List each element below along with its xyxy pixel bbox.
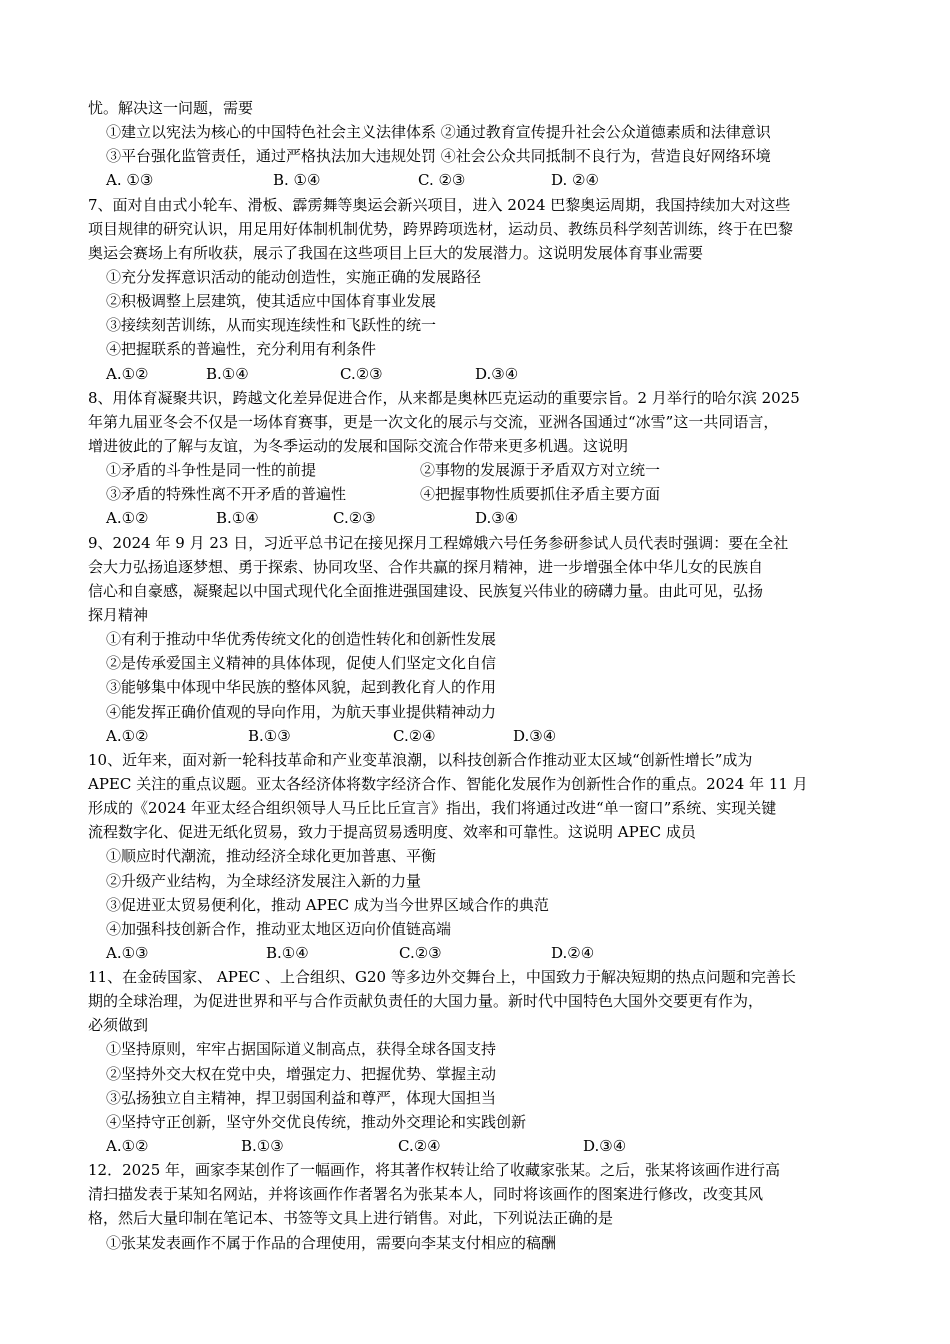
- question-stem-line: 探月精神: [88, 605, 149, 624]
- question-stem-line: 增进彼此的了解与友谊，为冬季运动的发展和国际交流合作带来更多机遇。这说明: [88, 436, 629, 455]
- choice-a[interactable]: A.①②: [106, 509, 149, 528]
- choice-c[interactable]: C. ②③: [418, 171, 466, 190]
- question-stem-line: 忧。解决这一问题，需要: [88, 99, 254, 117]
- question-10: [88, 748, 873, 965]
- option-pair-line: [88, 482, 873, 506]
- option-line: ③弘扬独立自主精神，捍卫弱国利益和尊严，体现大国担当: [106, 1088, 497, 1107]
- question-stem-line: 会大力弘扬追逐梦想、勇于探索、协同攻坚、合作共赢的探月精神，进一步增强全体中华儿女的民族自: [88, 557, 764, 576]
- answer-choices: [88, 1134, 873, 1158]
- option-line: ③促进亚太贸易便利化，推动 APEC 成为当今世界区域合作的典范: [106, 895, 549, 914]
- option-line: ①有利于推动中华优秀传统文化的创造性转化和创新性发展: [106, 630, 497, 649]
- option-line: ②升级产业结构，为全球经济发展注入新的力量: [106, 871, 422, 890]
- option-line: ①张某发表画作不属于作品的合理使用，需要向李某支付相应的稿酬: [106, 1233, 557, 1252]
- choice-c[interactable]: C.②③: [333, 509, 376, 528]
- option-pair-line: [88, 458, 873, 482]
- question-stem-line: 清扫描发表于某知名网站，并将该画作作者署名为张某本人，同时将该画作的图案进行修改，改变其风: [88, 1185, 764, 1204]
- choice-b[interactable]: B.①③: [241, 1137, 284, 1156]
- choice-a[interactable]: A.①②: [106, 726, 149, 745]
- choice-d[interactable]: D.③④: [475, 364, 519, 383]
- question-stem-line: 8、用体育凝聚共识，跨越文化差异促进合作，从来都是奥林匹克运动的重要宗旨。2 月举行的哈尔滨 2025: [88, 388, 800, 407]
- choice-c[interactable]: C.②③: [399, 943, 442, 962]
- choice-d[interactable]: D.②④: [551, 943, 595, 962]
- choice-d[interactable]: D.③④: [583, 1137, 627, 1156]
- question-stem-line: 9、2024 年 9 月 23 日，习近平总书记在接见探月工程嫦娥六号任务参研参试人员代表时强调：要在全社: [88, 533, 789, 552]
- option-line: ②积极调整上层建筑，使其适应中国体育事业发展: [106, 292, 437, 311]
- choice-a[interactable]: A.①②: [106, 1137, 149, 1156]
- option-line: ④加强科技创新合作，推动亚太地区迈向价值链高端: [106, 919, 452, 938]
- question-6: [88, 96, 873, 193]
- question-stem-line: 11、在金砖国家、 APEC 、上合组织、G20 等多边外交舞台上，中国致力于解决短期的热点问题和完善长: [88, 968, 796, 987]
- question-stem-line: 流程数字化、促进无纸化贸易，致力于提高贸易透明度、效率和可靠性。这说明 APEC 成员: [88, 823, 696, 842]
- choice-c[interactable]: C.②④: [398, 1137, 441, 1156]
- choice-a[interactable]: A.①②: [106, 364, 149, 383]
- choice-d[interactable]: D. ②④: [551, 171, 599, 190]
- option-line: ③矛盾的特殊性离不开矛盾的普遍性: [106, 485, 347, 504]
- question-stem-line: 10、近年来，面对新一轮科技革命和产业变革浪潮，以科技创新合作推动亚太区域“创新性增长”成为: [88, 750, 753, 769]
- question-stem-line: 12．2025 年，画家李某创作了一幅画作，将其著作权转让给了收藏家张某。之后，张某将该画作进行高: [88, 1161, 781, 1180]
- option-line: ①矛盾的斗争性是同一性的前提: [106, 461, 317, 480]
- option-line: ④把握事物性质要抓住矛盾主要方面: [420, 485, 661, 504]
- choice-d[interactable]: D.③④: [475, 509, 519, 528]
- option-line: ①充分发挥意识活动的能动创造性，实施正确的发展路径: [106, 267, 482, 286]
- choice-b[interactable]: B. ①④: [273, 171, 321, 190]
- question-stem-line: 期的全球治理，为促进世界和平与合作贡献负责任的大国力量。新时代中国特色大国外交要更有作为，: [88, 992, 764, 1011]
- question-11: [88, 965, 873, 1158]
- question-7: [88, 193, 873, 386]
- choice-b[interactable]: B.①④: [206, 364, 249, 383]
- question-stem-line: 格，然后大量印制在笔记本、书签等文具上进行销售。对此，下列说法正确的是: [88, 1209, 614, 1228]
- question-9: [88, 531, 873, 748]
- option-line: ①建立以宪法为核心的中国特色社会主义法律体系 ②通过教育宣传提升社会公众道德素质和法律意识: [106, 123, 771, 142]
- question-stem-line: 必须做到: [88, 1016, 149, 1035]
- option-line: ③平台强化监管责任，通过严格执法加大违规处罚 ④社会公众共同抵制不良行为，营造良好网络环境: [106, 147, 771, 166]
- question-stem-line: APEC 关注的重点议题。亚太各经济体将数字经济合作、智能化发展作为创新性合作的重点。2024 年 11 月: [88, 774, 808, 793]
- option-line: ②事物的发展源于矛盾双方对立统一: [420, 461, 661, 480]
- choice-c[interactable]: C.②③: [340, 364, 383, 383]
- question-12: [88, 1158, 873, 1255]
- option-line: ④坚持守正创新，坚守外交优良传统，推动外交理论和实践创新: [106, 1112, 527, 1131]
- choice-c[interactable]: C.②④: [393, 726, 436, 745]
- option-line: ②坚持外交大权在党中央，增强定力、把握优势、掌握主动: [106, 1064, 497, 1083]
- question-stem-line: 形成的《2024 年亚太经合组织领导人马丘比丘宣言》指出，我们将通过改进“单一窗口”系统、实现关键: [88, 799, 777, 818]
- option-line: ④能发挥正确价值观的导向作用，为航天事业提供精神动力: [106, 702, 497, 721]
- choice-a[interactable]: A.①③: [106, 943, 149, 962]
- option-line: ③接续刻苦训练，从而实现连续性和飞跃性的统一: [106, 316, 437, 335]
- choice-b[interactable]: B.①④: [216, 509, 259, 528]
- question-stem-line: 奥运会赛场上有所收获，展示了我国在这些项目上巨大的发展潜力。这说明发展体育事业需要: [88, 243, 704, 262]
- question-stem-line: 7、面对自由式小轮车、滑板、霹雳舞等奥运会新兴项目，进入 2024 巴黎奥运周期，我国持续加大对这些: [88, 195, 791, 214]
- choice-a[interactable]: A. ①③: [106, 171, 154, 190]
- choice-b[interactable]: B.①④: [266, 943, 309, 962]
- option-line: ①坚持原则，牢牢占据国际道义制高点，获得全球各国支持: [106, 1040, 497, 1059]
- question-stem-line: 信心和自豪感，凝聚起以中国式现代化全面推进强国建设、民族复兴伟业的磅礴力量。由此可见，弘扬: [88, 581, 764, 600]
- option-line: ②是传承爱国主义精神的具体体现，促使人们坚定文化自信: [106, 654, 497, 673]
- answer-choices: [88, 724, 873, 748]
- answer-choices: [88, 362, 873, 386]
- question-stem-line: 项目规律的研究认识，用足用好体制机制优势，跨界跨项选材，运动员、教练员科学刻苦训练，终于在巴黎: [88, 219, 794, 238]
- question-8: [88, 386, 873, 531]
- answer-choices: [88, 506, 873, 530]
- option-line: ④把握联系的普遍性，充分利用有利条件: [106, 340, 377, 359]
- exam-page: [88, 96, 873, 1255]
- choice-b[interactable]: B.①③: [248, 726, 291, 745]
- question-stem-line: 年第九届亚冬会不仅是一场体育赛事，更是一次文化的展示与交流，亚洲各国通过“冰雪”这一共同语言，: [88, 412, 779, 431]
- answer-choices: [88, 168, 873, 192]
- answer-choices: [88, 941, 873, 965]
- choice-d[interactable]: D.③④: [513, 726, 557, 745]
- option-line: ①顺应时代潮流，推动经济全球化更加普惠、平衡: [106, 847, 437, 866]
- option-line: ③能够集中体现中华民族的整体风貌，起到教化育人的作用: [106, 678, 497, 697]
